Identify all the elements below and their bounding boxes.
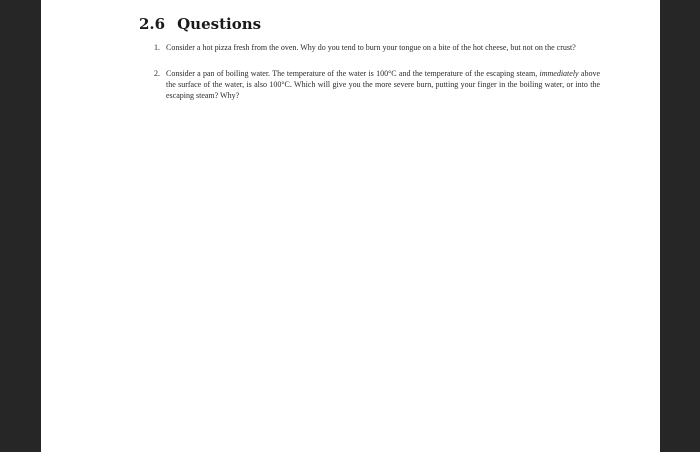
section-title: Questions (177, 15, 262, 33)
question-number: 1. (154, 43, 160, 52)
question-text-end: above the surface of the water, is also 100°C. Which will give you the more severe burn, putting your finger in the boiling water, or into the escaping steam? Why? (166, 69, 600, 100)
question-list (154, 42, 600, 101)
question-item (154, 42, 600, 53)
document-page (41, 0, 660, 452)
question-text-start: Consider a pan of boiling water. The temperature of the water is 100°C and the temperature of the escaping steam, (166, 69, 540, 78)
question-item (154, 68, 600, 101)
section-number: 2.6 (139, 15, 166, 33)
question-text: Consider a hot pizza fresh from the oven. Why do you tend to burn your tongue on a bite of the hot cheese, but not on the crust? (166, 43, 576, 52)
question-number: 2. (154, 69, 160, 78)
section-heading (139, 14, 261, 34)
question-emphasis: immediately (539, 69, 579, 78)
